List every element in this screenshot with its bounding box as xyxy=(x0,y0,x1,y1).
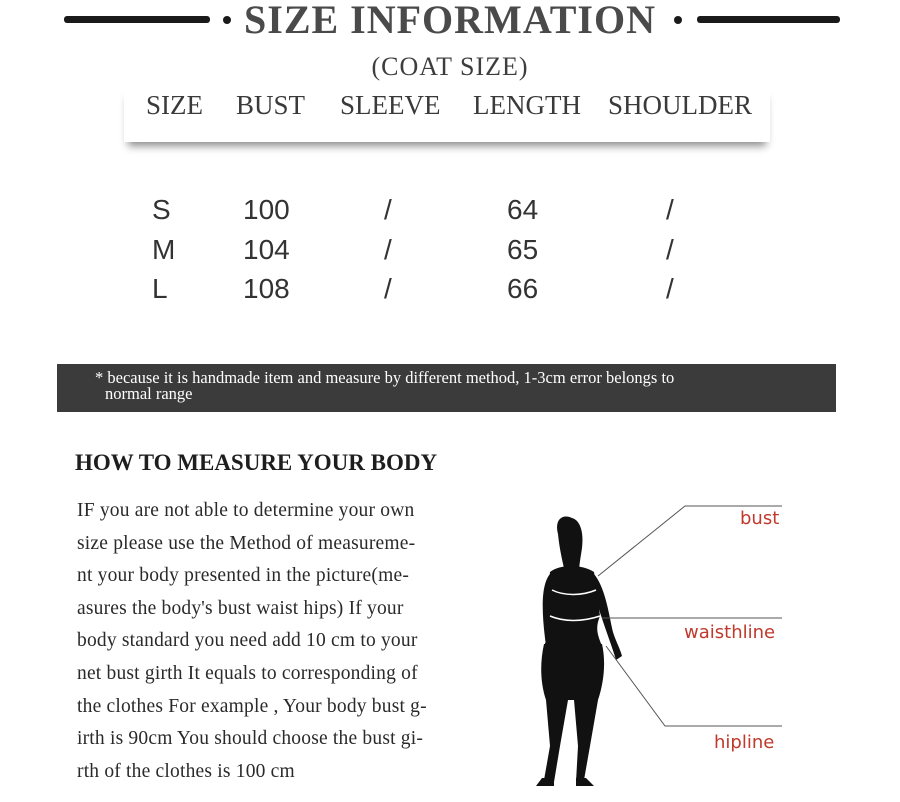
instruction-line: rth of the clothes is 100 cm xyxy=(77,761,295,782)
title-dot-right xyxy=(674,16,682,24)
instruction-line: size please use the Method of measureme- xyxy=(77,533,416,554)
body-measurement-figure xyxy=(520,496,820,796)
hip-leader-line xyxy=(606,646,782,726)
instruction-line: asures the body's bust waist hips) If your xyxy=(77,598,404,619)
title-rule-right xyxy=(697,16,840,23)
sleeve-cell: / xyxy=(384,194,392,225)
column-header-size: SIZE xyxy=(146,90,203,120)
note-line: * because it is handmade item and measure by different method, 1-3cm error belongs to xyxy=(95,368,675,387)
silhouette-illustration xyxy=(520,496,820,796)
measurement-note-banner xyxy=(57,364,836,412)
bust-cell: 104 xyxy=(243,234,290,265)
shoulder-cell: / xyxy=(666,234,674,265)
size-cell: M xyxy=(152,234,176,265)
instruction-line: nt your body presented in the picture(me- xyxy=(77,565,410,586)
sleeve-cell: / xyxy=(384,273,392,304)
bust-cell: 100 xyxy=(243,194,290,225)
hipline-label: hipline xyxy=(714,732,775,753)
instruction-line: the clothes For example , Your body bust g- xyxy=(77,696,427,717)
size-cell: S xyxy=(152,194,171,225)
column-header-shoulder: SHOULDER xyxy=(608,90,753,120)
bust-label: bust xyxy=(740,508,780,529)
instruction-line: irth is 90cm You should choose the bust gi- xyxy=(77,728,424,749)
column-header-sleeve: SLEEVE xyxy=(340,90,441,120)
page-title: SIZE INFORMATION xyxy=(244,0,656,42)
sleeve-cell: / xyxy=(384,234,392,265)
instruction-line: IF you are not able to determine your own xyxy=(77,500,415,521)
size-cell: L xyxy=(152,273,168,304)
length-cell: 66 xyxy=(507,273,539,304)
woman-silhouette xyxy=(536,517,622,786)
length-cell: 64 xyxy=(507,194,539,225)
waistline-label: waisthline xyxy=(684,622,776,643)
note-line: normal range xyxy=(105,384,193,403)
shoulder-cell: / xyxy=(666,194,674,225)
measurement-note xyxy=(95,370,825,402)
instruction-line: body standard you need add 10 cm to your xyxy=(77,630,418,651)
instruction-line: net bust girth It equals to corresponding of xyxy=(77,663,418,684)
column-header-bust: BUST xyxy=(236,90,306,120)
shoulder-cell: / xyxy=(666,273,674,304)
bust-cell: 108 xyxy=(243,273,290,304)
measurement-leader-lines xyxy=(598,506,782,726)
page-subtitle: (COAT SIZE) xyxy=(371,52,529,81)
column-header-length: LENGTH xyxy=(473,90,581,120)
measure-heading: HOW TO MEASURE YOUR BODY xyxy=(75,450,438,475)
length-cell: 65 xyxy=(507,234,539,265)
